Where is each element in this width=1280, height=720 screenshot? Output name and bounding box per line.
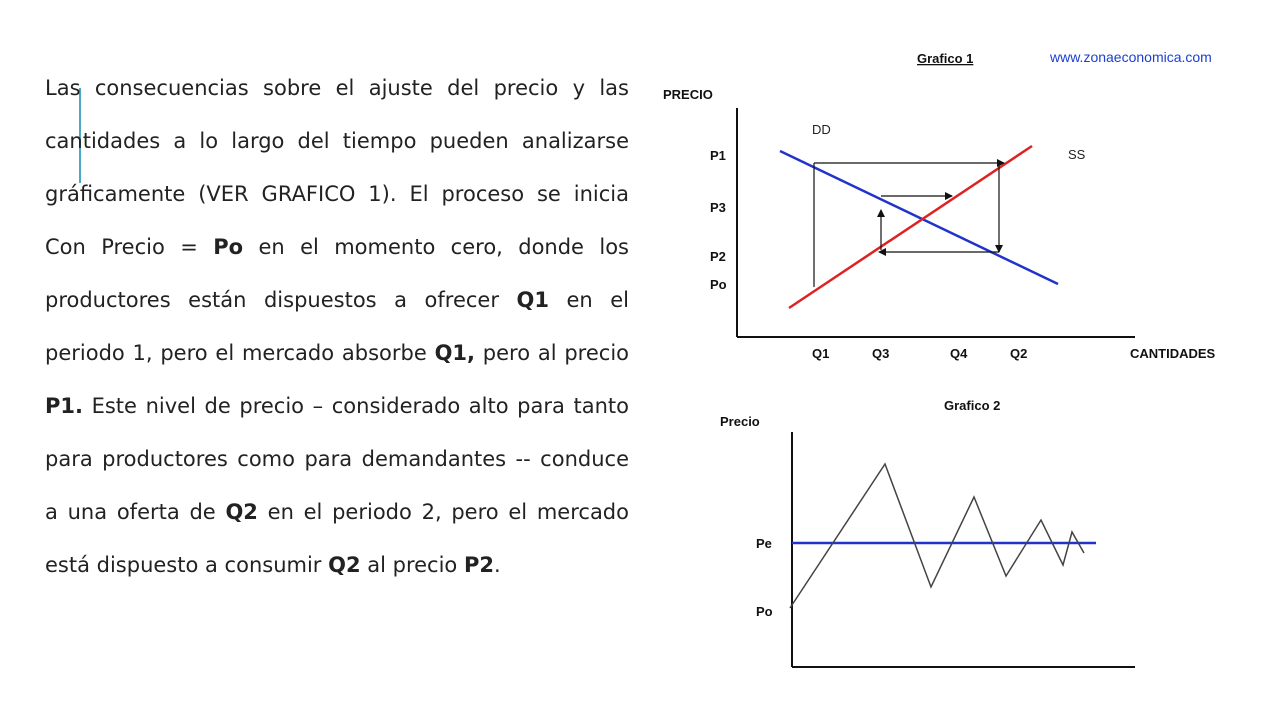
demand-curve bbox=[780, 151, 1058, 284]
body-paragraph: Las consecuencias sobre el ajuste del precio y las cantidades a lo largo del tiempo pueden analizarse gráficamente (VER GRAFICO 1). El proceso se inicia Con Precio = Po en el momento cero, donde los productores están dispuestos a ofrecer Q1 en el periodo 1, pero el mercado absorbe Q1, pero al precio P1. Este nivel de precio – considerado alto para tanto para productores como para demandantes -- conduce a una oferta de Q2 en el periodo 2, pero el mercado está dispuesto a consumir Q2 al precio P2. bbox=[45, 76, 630, 577]
quantity-tick-q1: Q1 bbox=[812, 346, 830, 361]
price-tick-p1: P1 bbox=[710, 148, 726, 163]
graph2-y-axis-label: Precio bbox=[720, 414, 760, 429]
quantity-tick-q4: Q4 bbox=[950, 346, 968, 361]
graph2-po-label: Po bbox=[756, 604, 773, 619]
quantity-tick-q2: Q2 bbox=[1010, 346, 1028, 361]
price-tick-p3: P3 bbox=[710, 200, 726, 215]
supply-curve bbox=[789, 146, 1032, 308]
price-oscillation-line bbox=[790, 464, 1084, 608]
graph2-pe-label: Pe bbox=[756, 536, 772, 551]
website-link[interactable]: www.zonaeconomica.com bbox=[1050, 49, 1212, 65]
supply-label: SS bbox=[1068, 147, 1086, 162]
quantity-tick-q3: Q3 bbox=[872, 346, 890, 361]
graph1-x-axis-label: CANTIDADES bbox=[1130, 346, 1216, 361]
demand-label: DD bbox=[812, 122, 831, 137]
graph1-title: Grafico 1 bbox=[917, 51, 974, 66]
price-tick-po: Po bbox=[710, 277, 727, 292]
graph2-title: Grafico 2 bbox=[944, 398, 1001, 413]
price-tick-p2: P2 bbox=[710, 249, 726, 264]
graph1-y-axis-label: PRECIO bbox=[663, 87, 713, 102]
